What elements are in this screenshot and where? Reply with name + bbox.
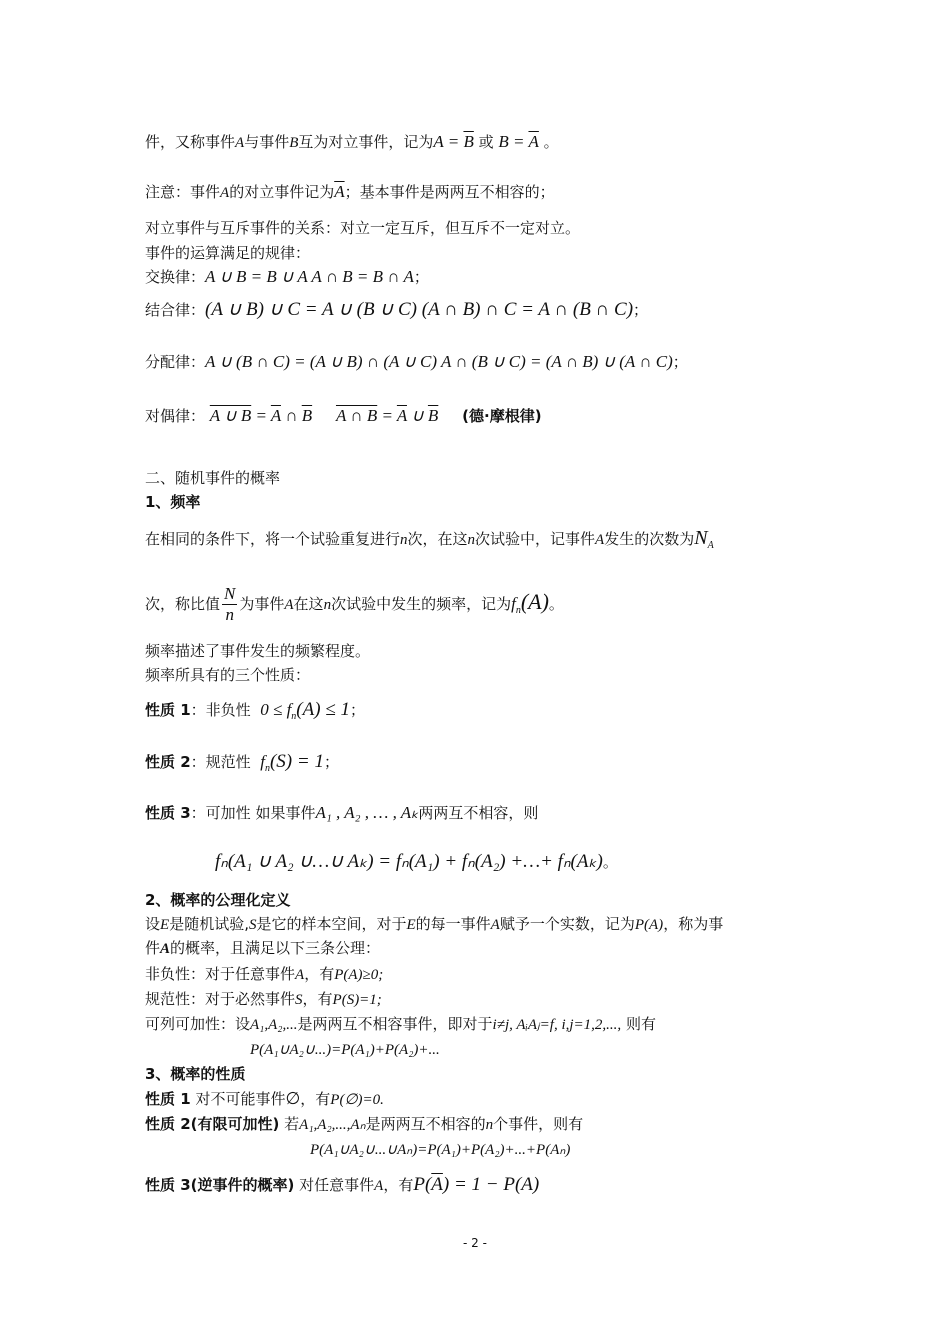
commutative-law [145,267,429,287]
fraction [222,584,237,625]
subsection-axioms: 2、概率的公理化定义 [145,891,291,909]
laws-title: 事件的运算满足的规律： [145,244,311,262]
var-a: A [160,941,171,957]
formula-bar: A ∪ B [209,406,252,425]
formula: fₙ(A₁ ∪ A₂ ∪…∪ Aₖ) = fₙ(A₁) + fₙ(A₂) +…+ fₙ(Aₖ) [215,851,603,872]
var-n: n [323,597,332,613]
var-a: A [295,967,305,983]
axiom-countable-additivity [145,1014,656,1035]
axiom-countable-formula [250,1039,440,1060]
property-2 [145,1114,583,1135]
formula: (A) [520,589,549,614]
formula-bar: $\overline{B}$ [301,406,313,425]
var-n: n [485,1117,494,1133]
subscript: A [707,540,714,551]
formula: P(∅)=0. [330,1092,384,1108]
frequency-prop-3-formula [215,852,618,872]
frequency-desc: 频率描述了事件发生的频繁程度。 [145,642,371,660]
text: 注意：事件 [145,183,221,201]
label: 性质 2 [145,753,191,771]
var-a: A [220,185,230,201]
text: 为事件 [239,595,285,613]
formula-bar: $\overline{A}$ [396,406,407,425]
text: 次，在这 [407,530,468,548]
duality-law [145,406,542,426]
opposite-event-line [145,132,559,153]
subscript: n [515,605,521,616]
var-a: A [490,917,500,933]
var-n: n [400,532,408,548]
text: 的每一事件 [415,915,491,933]
frequency-props-title: 频率所具有的三个性质： [145,666,311,684]
text: 可列可加性：设 [145,1015,251,1033]
formula: A₁,A₂,...,Aₙ [299,1117,366,1133]
label: 性质 3(逆事件的概率) [145,1176,295,1194]
definition-line-2 [145,938,380,959]
text: 对不可能事件 [190,1090,286,1108]
property-3 [145,1175,539,1196]
text: ； [323,753,339,771]
text: 规范性：对于必然事件 [145,990,296,1008]
label: 性质 3 [145,804,191,822]
text: 次试验中发生的频率，记为 [331,595,512,613]
formula-bar: A ∩ B [335,406,378,425]
text: ，有 [304,965,335,983]
text: 。 [602,853,618,871]
text: 。 [543,133,559,151]
label: 结合律： [145,301,206,319]
formula: A₁ , A₂ , … , Aₖ [315,803,419,822]
formula-bar: $\overline{B}$ [427,406,439,425]
relation-line: 对立事件与互斥事件的关系：对立一定互斥，但互斥不一定对立。 [145,219,581,237]
label: 交换律： [145,268,206,286]
var-e: E [160,917,170,933]
frequency-prop-1 [145,700,365,727]
frequency-prop-2 [145,752,339,779]
text: 个事件，则有 [493,1115,584,1133]
text: 在这 [293,595,324,613]
text: 互为对立事件，记为 [298,133,434,151]
distributive-law [145,352,688,372]
axiom-normalization [145,989,382,1010]
var-N: N [694,527,708,549]
label: 性质 1 [145,1090,191,1108]
var-s: S [295,992,303,1008]
text: ：非负性 [190,701,251,719]
text: 非负性：对于任意事件 [145,965,296,983]
text: 则有 [625,1015,656,1033]
text: 两两互不相容，则 [418,804,539,822]
frequency-para-2 [145,580,564,633]
property-1 [145,1089,384,1110]
text: 件，又称事件 [145,133,236,151]
formula: ∪ [406,406,428,425]
formula-bar: $\overline{B}$ [463,132,474,151]
var-a: A [374,1178,384,1194]
formula: i≠j, AᵢAⱼ=f, i,j=1,2,..., [492,1017,622,1033]
formula-bar: $\overline{A}$ [270,406,281,425]
text: ，称为事 [663,915,724,933]
formula-lhs: B = [498,132,529,151]
var-a: A [595,532,605,548]
formula-lhs: A = [433,132,464,151]
frac-num: N [224,584,236,603]
text: 件 [145,939,161,957]
text: 若 [279,1115,300,1133]
var-f: f [260,752,265,771]
note-line [145,182,555,203]
text: 。 [548,595,564,613]
text: 是它的样本空间，对于 [256,915,407,933]
text: ； [350,701,366,719]
formula: P(A₁∪A₂∪...∪Aₙ)=P(A₁)+P(A₂)+...+P(Aₙ) [310,1142,571,1158]
empty-set-symbol: ∅ [285,1089,301,1108]
label: 性质 2(有限可加性) [145,1115,280,1133]
text: 次，称比值 [145,595,221,613]
formula: (A ∪ B) ∪ C = A ∪ (B ∪ C) (A ∩ B) ∩ C = A ∩ (B ∩ C) [205,299,634,320]
text: 的对立事件记为 [229,183,335,201]
label: 性质 1 [145,701,191,719]
formula: ∩ [280,406,302,425]
formula: P(A)≥0; [334,967,384,983]
text: 设 [145,915,161,933]
frequency-prop-3 [145,803,538,823]
formula-bar: $\overline{A}$ [431,1174,443,1195]
formula: A ∪ (B ∩ C) = (A ∪ B) ∩ (A ∪ C) A ∩ (B ∪ C) = (A ∩ B) ∪ (A ∩ C) [205,352,673,371]
text: ，有 [300,1090,331,1108]
subscript: n [264,763,270,774]
subscript: n [291,711,297,722]
label: 对偶律： [145,407,206,425]
axiom-nonnegativity [145,964,383,985]
text: 的概率，且满足以下三条公理： [170,939,381,957]
text: ，有 [302,990,333,1008]
de-morgan-note: (德·摩根律) [462,407,542,425]
var-a: A [284,597,294,613]
var-a: A [235,135,245,151]
text: ：规范性 [190,753,251,771]
var-b: B [289,135,299,151]
associative-law [145,300,648,320]
label: 分配律： [145,353,206,371]
text: 是两两互不相容的 [365,1115,486,1133]
formula-bar: $\overline{A}$ [334,182,345,201]
formula: (S) = 1 [269,751,324,772]
subsection-frequency: 1、频率 [145,493,201,511]
formula: A₁,A₂,... [250,1017,298,1033]
section-title: 二、随机事件的概率 [145,469,281,487]
subsection-properties: 3、概率的性质 [145,1065,246,1083]
var-s: S [248,917,257,933]
text: 对任意事件 [294,1176,375,1194]
text: 发生的次数为 [604,530,695,548]
text: 与事件 [244,133,290,151]
text: 或 [478,133,494,151]
frequency-para-1 [145,528,714,556]
formula: = [251,406,271,425]
definition-line-1 [145,914,723,935]
text: 是随机试验, [169,915,249,933]
formula: (A) ≤ 1 [296,699,350,720]
text: ； [672,353,688,371]
text: 次试验中，记事件 [475,530,596,548]
var-e: E [406,917,416,933]
text: ； [413,268,429,286]
text: 在相同的条件下，将一个试验重复进行 [145,530,401,548]
formula: 0 ≤ f [260,700,292,719]
text: 赋予一个实数，记为 [499,915,635,933]
text: 是两两互不相容事件，即对于 [297,1015,493,1033]
var-f: f [511,594,516,613]
text: ：可加性 如果事件 [190,804,316,822]
frac-den: n [225,605,234,624]
page-number: - 2 - [463,1236,487,1250]
formula: P( [413,1174,432,1195]
text: ，有 [383,1176,414,1194]
formula: A ∪ B = B ∪ A A ∩ B = B ∩ A [205,267,414,286]
formula: P(A₁∪A₂∪...)=P(A₁)+P(A₂)+... [250,1042,440,1058]
formula-bar: $\overline{A}$ [528,132,539,151]
text: ； [633,301,649,319]
var-n: n [467,532,476,548]
formula: P(S)=1; [332,992,382,1008]
formula: ) = 1 − P(A) [442,1174,540,1195]
formula: P(A) [634,917,664,933]
formula: = [377,406,397,425]
property-2-formula [310,1139,570,1160]
text: ；基本事件是两两互不相容的； [344,183,555,201]
